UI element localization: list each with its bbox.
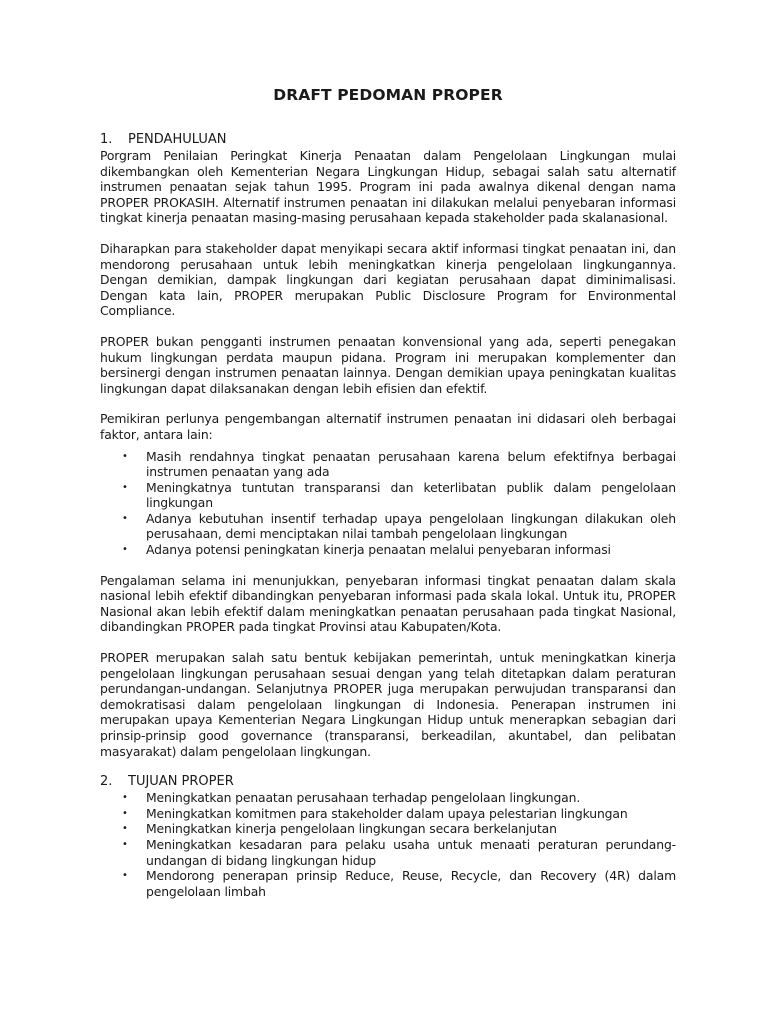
section-heading-pendahuluan — [100, 132, 676, 147]
list-item-text: Meningkatkan penaatan perusahaan terhadap pengelolaan lingkungan. — [146, 790, 581, 806]
list-item — [100, 821, 676, 837]
paragraph: PROPER bukan pengganti instrumen penaatan konvensional yang ada, seperti penegakan hukum lingkungan perdata maupun pidana. Program ini merupakan komplementer dan bersinergi dengan instrumen penaatan lainnya. Dengan demikian upaya peningkatan kualitas lingkungan dapat dilaksanakan dengan lebih efisien dan efektif. — [100, 333, 676, 396]
bullet-list-faktor — [100, 449, 676, 558]
bullet-icon: • — [122, 544, 128, 556]
section-number: 1. — [100, 132, 113, 147]
section-number: 2. — [100, 774, 113, 790]
paragraph: PROPER merupakan salah satu bentuk kebijakan pemerintah, untuk meningkatkan kinerja pengelolaan lingkungan perusahaan sesuai dengan yang telah ditetapkan dalam peraturan perundangan-undangan. Selanjutnya PROPER juga merupakan perwujudan transparansi dan demokratisasi dalam pengelolaan lingkungan di Indonesia. Penerapan instrumen ini merupakan upaya Kementerian Negara Lingkungan Hidup untuk menerapkan sebagian dari prinsip-prinsip good governance (transparansi, berkeadilan, akuntabel, dan pelibatan masyarakat) dalam pengelolaan lingkungan. — [100, 650, 676, 759]
list-item-text: Meningkatnya tuntutan transparansi dan keterlibatan publik dalam pengelolaan lingkungan — [146, 479, 676, 511]
bullet-icon: • — [122, 807, 128, 819]
list-item — [100, 868, 676, 899]
bullet-list-tujuan — [100, 790, 676, 899]
list-item — [100, 511, 676, 542]
section-heading-tujuan — [100, 774, 676, 789]
list-item-text: Meningkatkan kinerja pengelolaan lingkungan secara berkelanjutan — [146, 821, 557, 837]
paragraph: Porgram Penilaian Peringkat Kinerja Penaatan dalam Pengelolaan Lingkungan mulai dikembangkan oleh Kementerian Negara Lingkungan Hidup, sebagai salah satu alternatif instrumen penaatan sejak tahun 1995. Program ini pada awalnya dikenal dengan nama PROPER PROKASIH. Alternatif instrumen penaatan ini dilakukan melalui penyebaran informasi tingkat kinerja penaatan masing-masing perusahaan kepada stakeholder pada skalanasional. — [100, 148, 676, 226]
list-item — [100, 449, 676, 480]
list-item — [100, 806, 676, 822]
bullet-icon: • — [122, 512, 128, 524]
paragraph: Diharapkan para stakeholder dapat menyikapi secara aktif informasi tingkat penaatan ini, dan mendorong perusahaan untuk lebih meningkatkan kinerja pengelolaan lingkungannya. Dengan demikian, dampak lingkungan dari kegiatan perusahaan dapat diminimalisasi. Dengan kata lain, PROPER merupakan Public Disclosure Program for Environmental Compliance. — [100, 240, 676, 319]
list-item-text: Masih rendahnya tingkat penaatan perusahaan karena belum efektifnya berbagai instrumen penaatan yang ada — [146, 448, 676, 480]
paragraph: Pengalaman selama ini menunjukkan, penyebaran informasi tingkat penaatan dalam skala nasional lebih efektif dibandingkan penyebaran informasi pada skala lokal. Untuk itu, PROPER Nasional akan lebih efektif dalam meningkatkan penaatan perusahaan pada tingkat Nasional, dibandingkan PROPER pada tingkat Provinsi atau Kabupaten/Kota. — [100, 572, 676, 635]
list-item-text: Mendorong penerapan prinsip Reduce, Reuse, Recycle, dan Recovery (4R) dalam pengelolaan limbah — [146, 868, 676, 899]
document-title: DRAFT PEDOMAN PROPER — [273, 86, 503, 104]
list-item — [100, 790, 676, 806]
section-title: PENDAHULUAN — [128, 132, 227, 147]
paragraph: Pemikiran perlunya pengembangan alternatif instrumen penaatan ini didasari oleh berbagai faktor, antara lain: — [100, 411, 676, 442]
section-title: TUJUAN PROPER — [128, 774, 234, 790]
list-item — [100, 837, 676, 868]
list-item — [100, 480, 676, 511]
list-item-text: Meningkatkan komitmen para stakeholder dalam upaya pelestarian lingkungan — [146, 805, 628, 821]
list-item-text: Adanya kebutuhan insentif terhadap upaya pengelolaan lingkungan dilakukan oleh perusahaan, demi menciptakan nilai tambah pengelolaan lingkungan — [146, 510, 676, 542]
bullet-icon: • — [122, 450, 128, 462]
bullet-icon: • — [122, 838, 128, 850]
bullet-icon: • — [122, 792, 128, 804]
bullet-icon: • — [122, 823, 128, 835]
list-item — [100, 542, 676, 558]
list-item-text: Meningkatkan kesadaran para pelaku usaha untuk menaati peraturan perundang-undangan di bidang lingkungan hidup — [146, 836, 676, 868]
bullet-icon: • — [122, 481, 128, 493]
bullet-icon: • — [122, 870, 128, 882]
list-item-text: Adanya potensi peningkatan kinerja penaatan melalui penyebaran informasi — [146, 542, 611, 558]
